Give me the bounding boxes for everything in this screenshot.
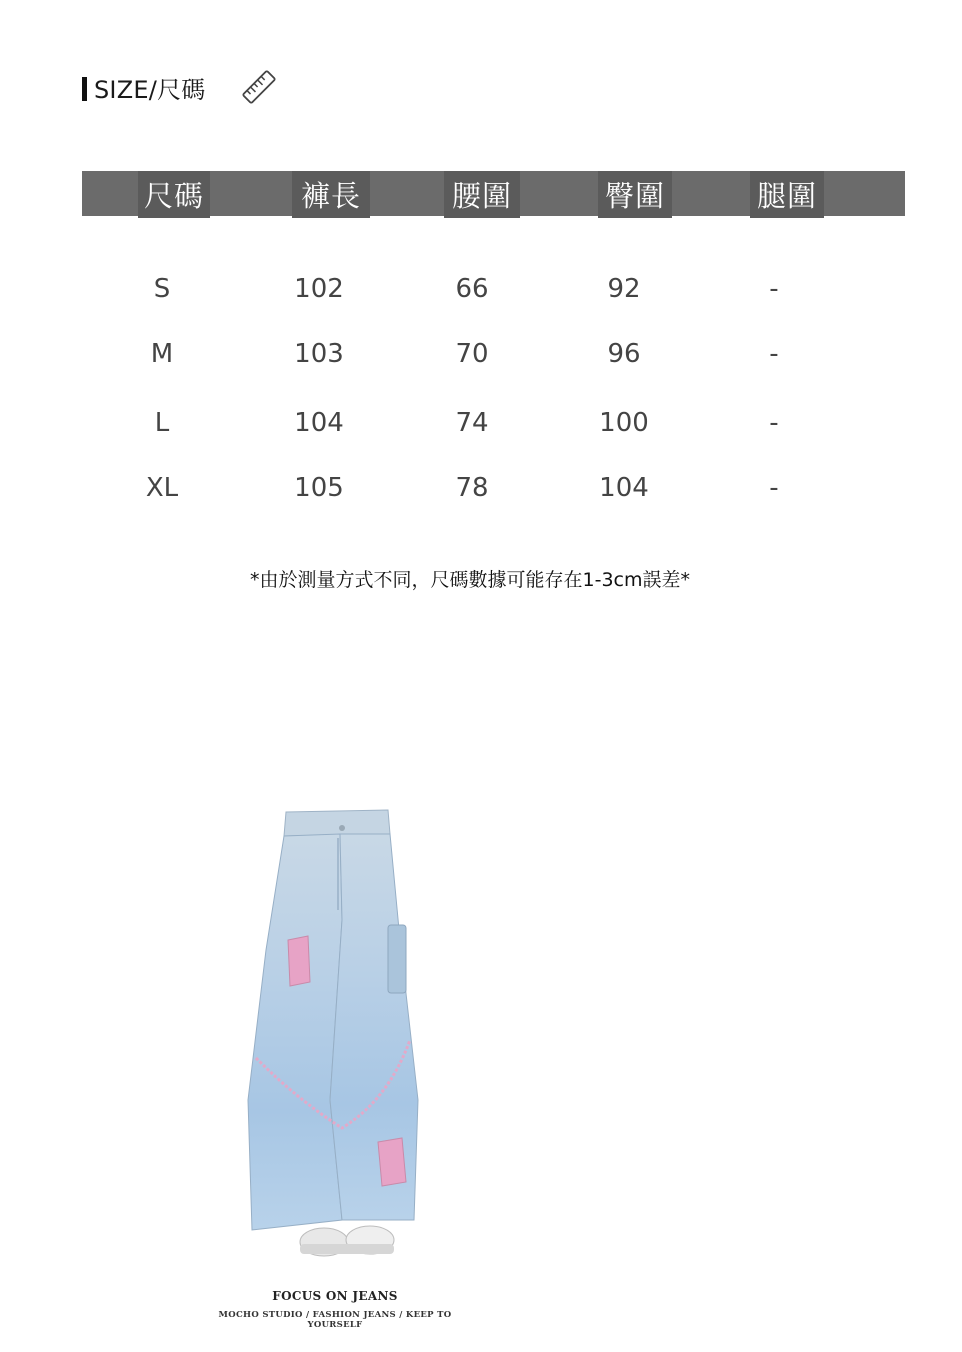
table-row bbox=[0, 403, 962, 443]
cell-size: M bbox=[150, 339, 174, 369]
cell-length: 103 bbox=[294, 339, 344, 369]
column-header-size: 尺碼 bbox=[138, 171, 210, 218]
size-table-header bbox=[82, 171, 905, 216]
cell-thigh: - bbox=[769, 339, 779, 369]
cell-size: XL bbox=[145, 473, 179, 503]
cell-waist: 78 bbox=[455, 473, 489, 503]
cell-size: L bbox=[154, 408, 170, 438]
column-header-waist: 腰圍 bbox=[444, 171, 520, 218]
ruler-icon bbox=[239, 67, 279, 107]
cell-thigh: - bbox=[769, 274, 779, 304]
jeans-product-image bbox=[238, 800, 438, 1280]
brand-subtitle: MOCHO STUDIO / FASHION JEANS / KEEP TO YOURSELF bbox=[218, 1310, 452, 1330]
size-title bbox=[82, 62, 279, 112]
column-header-thigh: 腿圍 bbox=[750, 171, 824, 218]
cell-length: 105 bbox=[294, 473, 344, 503]
measurement-note: *由於測量方式不同，尺碼數據可能存在1-3cm誤差* bbox=[190, 556, 750, 600]
cell-length: 102 bbox=[294, 274, 344, 304]
title-marker bbox=[82, 77, 87, 101]
cell-thigh: - bbox=[769, 473, 779, 503]
cell-length: 104 bbox=[294, 408, 344, 438]
table-row bbox=[0, 269, 962, 309]
column-header-hip: 臀圍 bbox=[598, 171, 672, 218]
brand-title: FOCUS ON JEANS bbox=[272, 1289, 398, 1303]
cell-hip: 92 bbox=[607, 274, 641, 304]
column-header-length: 褲長 bbox=[292, 171, 370, 218]
page-title: SIZE/尺碼 bbox=[94, 75, 206, 104]
cell-hip: 104 bbox=[599, 473, 649, 503]
cell-waist: 70 bbox=[455, 339, 489, 369]
table-row bbox=[0, 334, 962, 374]
table-row bbox=[0, 468, 962, 508]
cell-waist: 74 bbox=[455, 408, 489, 438]
cell-hip: 96 bbox=[607, 339, 641, 369]
cell-thigh: - bbox=[769, 408, 779, 438]
cell-hip: 100 bbox=[599, 408, 649, 438]
cell-waist: 66 bbox=[455, 274, 489, 304]
cell-size: S bbox=[153, 274, 171, 304]
